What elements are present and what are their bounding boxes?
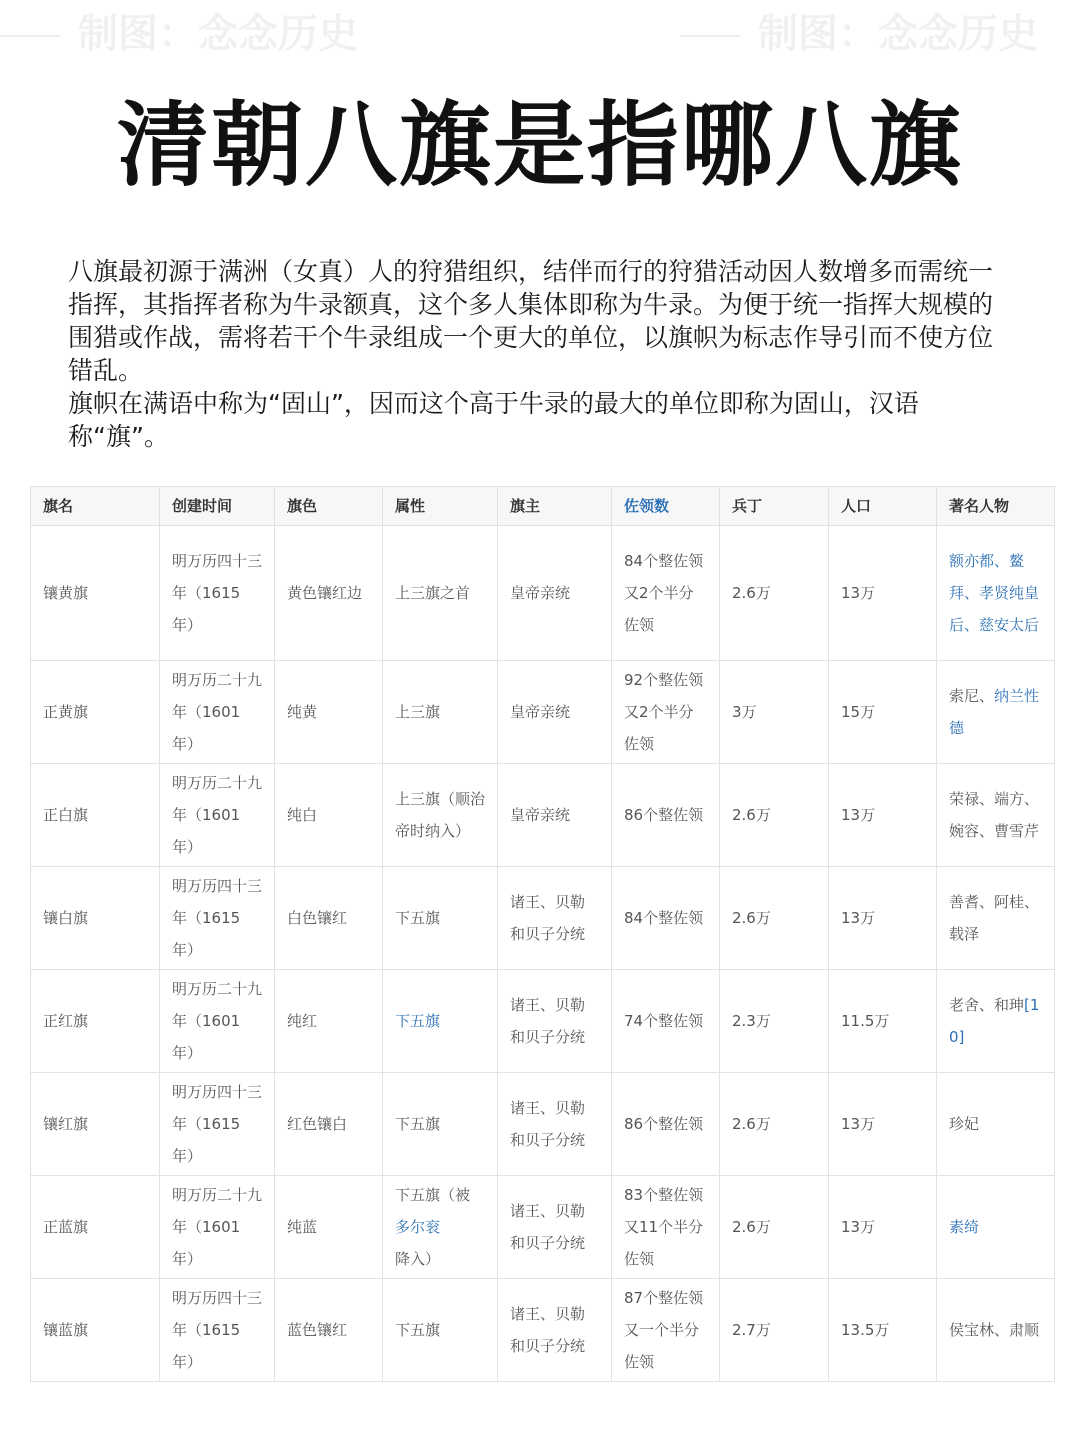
people-link[interactable]: 纳兰性德 bbox=[949, 687, 1040, 737]
cell-people bbox=[937, 661, 1055, 764]
header-time: 创建时间 bbox=[160, 487, 275, 526]
attribute-text: 下五旗 bbox=[395, 1321, 441, 1339]
cell-soldiers bbox=[720, 1176, 829, 1279]
table-body bbox=[31, 526, 1055, 1382]
cell-soldiers-text: 2.6万 bbox=[732, 806, 771, 824]
header-attribute: 属性 bbox=[383, 487, 498, 526]
cell-zuoling-text: 86个整佐领 bbox=[624, 806, 704, 824]
cell-population bbox=[829, 526, 937, 661]
banner-table-container bbox=[30, 486, 1054, 1382]
cell-soldiers bbox=[720, 970, 829, 1073]
header-owner: 旗主 bbox=[498, 487, 612, 526]
cell-people bbox=[937, 1073, 1055, 1176]
cell-name bbox=[31, 867, 160, 970]
intro-paragraph-2: 旗帜在满语中称为“固山”，因而这个高于牛录的最大的单位即称为固山，汉语称“旗”。 bbox=[68, 389, 919, 451]
cell-time-text: 明万历四十三年（1615年） bbox=[172, 1289, 263, 1371]
people-text: 侯宝林、肃顺 bbox=[949, 1321, 1040, 1339]
table-row bbox=[31, 1279, 1055, 1382]
cell-color-text: 纯红 bbox=[287, 1012, 318, 1030]
cell-color bbox=[275, 1176, 383, 1279]
cell-color bbox=[275, 1279, 383, 1382]
cell-owner bbox=[498, 526, 612, 661]
cell-name bbox=[31, 1073, 160, 1176]
cell-population-text: 13万 bbox=[841, 806, 876, 824]
cell-attribute bbox=[383, 1073, 498, 1176]
people-link[interactable]: 额亦都、鳌拜、孝贤纯皇后、慈安太后 bbox=[949, 552, 1040, 634]
cell-attribute bbox=[383, 661, 498, 764]
attribute-link[interactable]: 多尔衮 bbox=[395, 1218, 441, 1236]
cell-people bbox=[937, 764, 1055, 867]
header-soldiers: 兵丁 bbox=[720, 487, 829, 526]
cell-population-text: 13万 bbox=[841, 909, 876, 927]
table-row bbox=[31, 867, 1055, 970]
cell-population-text: 13万 bbox=[841, 1218, 876, 1236]
people-text: 老舍、和珅 bbox=[949, 996, 1025, 1014]
cell-color-text: 红色镶白 bbox=[287, 1115, 348, 1133]
cell-time bbox=[160, 1176, 275, 1279]
header-color: 旗色 bbox=[275, 487, 383, 526]
cell-soldiers-text: 2.6万 bbox=[732, 584, 771, 602]
cell-owner-text: 皇帝亲统 bbox=[510, 806, 571, 824]
cell-zuoling-text: 86个整佐领 bbox=[624, 1115, 704, 1133]
cell-color bbox=[275, 970, 383, 1073]
cell-time bbox=[160, 1073, 275, 1176]
cell-population bbox=[829, 1073, 937, 1176]
cell-owner-text: 诸王、贝勒和贝子分统 bbox=[510, 893, 586, 943]
cell-zuoling-text: 92个整佐领又2个半分佐领 bbox=[624, 671, 704, 753]
cell-attribute bbox=[383, 764, 498, 867]
attribute-text: 上三旗（顺治帝时纳入） bbox=[395, 790, 486, 840]
table-row bbox=[31, 526, 1055, 661]
attribute-link[interactable]: 下五旗 bbox=[395, 1012, 441, 1030]
cell-zuoling bbox=[612, 661, 720, 764]
cell-people bbox=[937, 526, 1055, 661]
cell-owner bbox=[498, 661, 612, 764]
cell-time-text: 明万历四十三年（1615年） bbox=[172, 552, 263, 634]
cell-owner bbox=[498, 1279, 612, 1382]
people-text: 索尼、 bbox=[949, 687, 995, 705]
cell-name-text: 镶黄旗 bbox=[43, 584, 89, 602]
attribute-text: 上三旗之首 bbox=[395, 584, 471, 602]
cell-time bbox=[160, 526, 275, 661]
cell-color bbox=[275, 526, 383, 661]
cell-population-text: 11.5万 bbox=[841, 1012, 890, 1030]
cell-zuoling bbox=[612, 1279, 720, 1382]
cell-zuoling-text: 87个整佐领又一个半分佐领 bbox=[624, 1289, 704, 1371]
cell-population bbox=[829, 764, 937, 867]
cell-soldiers-text: 2.6万 bbox=[732, 1115, 771, 1133]
table-row bbox=[31, 1176, 1055, 1279]
people-text: 善耆、阿桂、载泽 bbox=[949, 893, 1040, 943]
cell-soldiers-text: 2.7万 bbox=[732, 1321, 771, 1339]
cell-soldiers-text: 2.6万 bbox=[732, 1218, 771, 1236]
watermark-right: 制图：念念历史 bbox=[680, 2, 1038, 59]
cell-population bbox=[829, 661, 937, 764]
cell-name bbox=[31, 1176, 160, 1279]
attribute-text-tail: 降入） bbox=[395, 1250, 441, 1268]
table-row bbox=[31, 1073, 1055, 1176]
cell-color-text: 蓝色镶红 bbox=[287, 1321, 348, 1339]
cell-time-text: 明万历二十九年（1601年） bbox=[172, 1186, 263, 1268]
cell-color-text: 白色镶红 bbox=[287, 909, 348, 927]
cell-time-text: 明万历二十九年（1601年） bbox=[172, 980, 263, 1062]
table-row bbox=[31, 970, 1055, 1073]
cell-owner-text: 诸王、贝勒和贝子分统 bbox=[510, 996, 586, 1046]
cell-population bbox=[829, 970, 937, 1073]
watermark-top bbox=[0, 0, 1080, 60]
cell-zuoling bbox=[612, 526, 720, 661]
cell-population-text: 15万 bbox=[841, 703, 876, 721]
cell-zuoling bbox=[612, 1176, 720, 1279]
cell-owner bbox=[498, 970, 612, 1073]
cell-color-text: 纯蓝 bbox=[287, 1218, 318, 1236]
cell-zuoling-text: 83个整佐领又11个半分佐领 bbox=[624, 1186, 704, 1268]
cell-color-text: 纯黄 bbox=[287, 703, 318, 721]
cell-owner bbox=[498, 1073, 612, 1176]
cell-owner bbox=[498, 764, 612, 867]
cell-soldiers bbox=[720, 1073, 829, 1176]
cell-population bbox=[829, 1279, 937, 1382]
cell-soldiers bbox=[720, 764, 829, 867]
cell-color bbox=[275, 1073, 383, 1176]
cell-soldiers-text: 2.3万 bbox=[732, 1012, 771, 1030]
cell-color bbox=[275, 661, 383, 764]
attribute-text: 下五旗 bbox=[395, 909, 441, 927]
cell-name bbox=[31, 970, 160, 1073]
people-link[interactable]: [10] bbox=[949, 996, 1040, 1046]
cell-people bbox=[937, 867, 1055, 970]
cell-attribute bbox=[383, 1176, 498, 1279]
page-title: 清朝八旗是指哪八旗 bbox=[116, 92, 963, 199]
cell-time bbox=[160, 867, 275, 970]
cell-owner-text: 皇帝亲统 bbox=[510, 584, 571, 602]
cell-name bbox=[31, 1279, 160, 1382]
cell-attribute bbox=[383, 970, 498, 1073]
cell-owner-text: 诸王、贝勒和贝子分统 bbox=[510, 1305, 586, 1355]
cell-name-text: 正黄旗 bbox=[43, 703, 89, 721]
cell-color bbox=[275, 867, 383, 970]
banner-table bbox=[30, 486, 1055, 1382]
cell-soldiers bbox=[720, 867, 829, 970]
attribute-text: 上三旗 bbox=[395, 703, 441, 721]
cell-name-text: 镶红旗 bbox=[43, 1115, 89, 1133]
cell-time bbox=[160, 764, 275, 867]
cell-population bbox=[829, 867, 937, 970]
cell-people bbox=[937, 1279, 1055, 1382]
cell-time bbox=[160, 970, 275, 1073]
people-text: 荣禄、端方、婉容、曹雪芹 bbox=[949, 790, 1040, 840]
header-name: 旗名 bbox=[31, 487, 160, 526]
cell-owner bbox=[498, 1176, 612, 1279]
cell-name bbox=[31, 764, 160, 867]
cell-time bbox=[160, 661, 275, 764]
cell-zuoling-text: 84个整佐领又2个半分佐领 bbox=[624, 552, 704, 634]
cell-population-text: 13万 bbox=[841, 584, 876, 602]
cell-name bbox=[31, 661, 160, 764]
cell-population-text: 13万 bbox=[841, 1115, 876, 1133]
cell-people bbox=[937, 1176, 1055, 1279]
table-row bbox=[31, 764, 1055, 867]
cell-soldiers bbox=[720, 1279, 829, 1382]
cell-attribute bbox=[383, 867, 498, 970]
cell-soldiers-text: 2.6万 bbox=[732, 909, 771, 927]
cell-name-text: 正白旗 bbox=[43, 806, 89, 824]
cell-owner bbox=[498, 867, 612, 970]
attribute-text: 下五旗（被 bbox=[395, 1186, 471, 1204]
cell-name-text: 正红旗 bbox=[43, 1012, 89, 1030]
table-row bbox=[31, 661, 1055, 764]
cell-color bbox=[275, 764, 383, 867]
cell-soldiers-text: 3万 bbox=[732, 703, 757, 721]
cell-color-text: 黄色镶红边 bbox=[287, 584, 363, 602]
cell-time-text: 明万历四十三年（1615年） bbox=[172, 1083, 263, 1165]
cell-soldiers bbox=[720, 661, 829, 764]
cell-zuoling bbox=[612, 970, 720, 1073]
cell-zuoling bbox=[612, 764, 720, 867]
cell-name-text: 镶蓝旗 bbox=[43, 1321, 89, 1339]
cell-attribute bbox=[383, 526, 498, 661]
cell-zuoling-text: 84个整佐领 bbox=[624, 909, 704, 927]
cell-owner-text: 诸王、贝勒和贝子分统 bbox=[510, 1202, 586, 1252]
cell-owner-text: 皇帝亲统 bbox=[510, 703, 571, 721]
people-link[interactable]: 素绮 bbox=[949, 1218, 980, 1236]
cell-time-text: 明万历二十九年（1601年） bbox=[172, 774, 263, 856]
table-header-row bbox=[31, 487, 1055, 526]
cell-people bbox=[937, 970, 1055, 1073]
people-text: 珍妃 bbox=[949, 1115, 980, 1133]
header-people: 著名人物 bbox=[937, 487, 1055, 526]
cell-time-text: 明万历四十三年（1615年） bbox=[172, 877, 263, 959]
watermark-left: 制图：念念历史 bbox=[0, 2, 358, 59]
cell-attribute bbox=[383, 1279, 498, 1382]
header-population: 人口 bbox=[829, 487, 937, 526]
cell-zuoling-text: 74个整佐领 bbox=[624, 1012, 704, 1030]
cell-population bbox=[829, 1176, 937, 1279]
cell-name-text: 正蓝旗 bbox=[43, 1218, 89, 1236]
cell-name-text: 镶白旗 bbox=[43, 909, 89, 927]
cell-time bbox=[160, 1279, 275, 1382]
intro-text bbox=[68, 255, 1008, 453]
header-zuoling-link[interactable]: 佐领数 bbox=[612, 487, 720, 526]
cell-color-text: 纯白 bbox=[287, 806, 318, 824]
attribute-text: 下五旗 bbox=[395, 1115, 441, 1133]
cell-time-text: 明万历二十九年（1601年） bbox=[172, 671, 263, 753]
cell-zuoling bbox=[612, 1073, 720, 1176]
cell-owner-text: 诸王、贝勒和贝子分统 bbox=[510, 1099, 586, 1149]
intro-paragraph-1: 八旗最初源于满洲（女真）人的狩猎组织，结伴而行的狩猎活动因人数增多而需统一指挥，其指挥者称为牛录额真，这个多人集体即称为牛录。为便于统一指挥大规模的围猎或作战，需将若干个牛录组成一个更大的单位，以旗帜为标志作导引而不使方位错乱。 bbox=[68, 257, 994, 385]
cell-population-text: 13.5万 bbox=[841, 1321, 890, 1339]
cell-zuoling bbox=[612, 867, 720, 970]
cell-soldiers bbox=[720, 526, 829, 661]
cell-name bbox=[31, 526, 160, 661]
